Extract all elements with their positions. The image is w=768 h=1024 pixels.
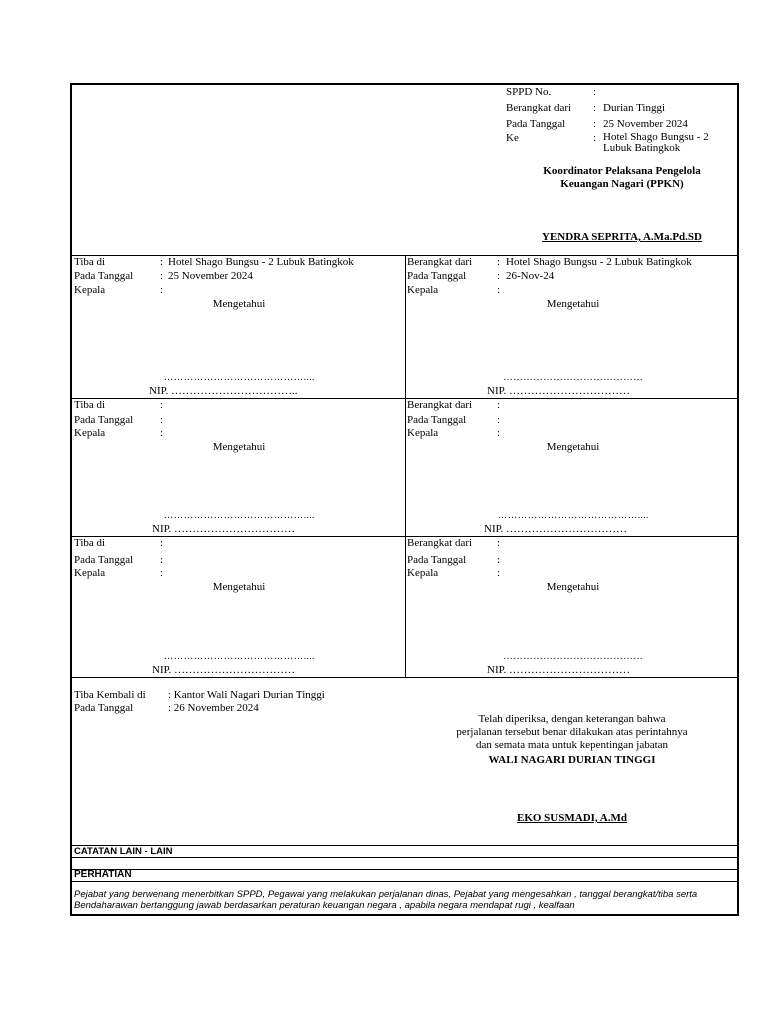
colon: : [160,554,164,566]
ke-label: Ke [506,132,519,144]
left-signature-line: …………………………………….... [163,372,315,383]
divider [72,881,737,882]
left-label-kepala: Kepala [74,567,106,579]
left-mengetahui: Mengetahui [212,298,266,310]
return-label-tanggal: Pada Tanggal [74,702,134,714]
ppkn-title-line2: Keuangan Nagari (PPKN) [560,178,684,190]
left-nip: NIP. …………………………… [152,523,296,535]
left-mengetahui: Mengetahui [212,441,266,453]
left-label-tiba: Tiba di [74,537,106,549]
sppd-colon: : [593,86,597,98]
colon: : [160,567,164,579]
left-label-tanggal: Pada Tanggal [74,554,134,566]
right-label-kepala: Kepala [407,427,439,439]
colon: : [497,284,501,296]
ppkn-title-line1: Koordinator Pelaksana Pengelola [543,165,701,177]
colon: : [497,414,501,426]
left-label-tanggal: Pada Tanggal [74,414,134,426]
colon: : [160,427,164,439]
right-nip: NIP. …………………………… [487,664,631,676]
verification-note-line1: Telah diperiksa, dengan keterangan bahwa [478,713,666,725]
official-title: WALI NAGARI DURIAN TINGGI [488,754,656,766]
right-mengetahui: Mengetahui [546,298,600,310]
colon: : [497,256,501,268]
sppd-form [70,83,739,916]
colon: : [160,256,164,268]
left-nip: NIP. …………………………….. [149,385,298,397]
colon: : [160,399,164,411]
right-label-tanggal: Pada Tanggal [407,554,467,566]
right-mengetahui: Mengetahui [546,581,600,593]
left-label-tiba: Tiba di [74,256,106,268]
berangkat-value: Durian Tinggi [603,102,666,114]
verification-note-line3: dan semata mata untuk kepentingan jabatan [475,739,669,751]
left-signature-line: …………………………………….... [163,510,315,521]
pada-colon: : [593,118,597,130]
right-signature-line: …………………………………… [503,372,643,383]
left-value-tiba: Hotel Shago Bungsu - 2 Lubuk Batingkok [168,256,354,268]
left-label-tiba: Tiba di [74,399,106,411]
return-value-tanggal: : 26 November 2024 [168,702,259,714]
colon: : [497,399,501,411]
ke-value-line1: Hotel Shago Bungsu - 2 [603,131,709,143]
right-signature-line: …………………………………….... [497,510,649,521]
colon: : [160,537,164,549]
catatan-heading: CATATAN LAIN - LAIN [74,846,173,857]
pada-label: Pada Tanggal [506,118,566,130]
ke-colon: : [593,132,597,144]
divider [72,869,737,870]
right-label-berangkat: Berangkat dari [407,256,473,268]
ppkn-signer-name: YENDRA SEPRITA, A.Ma.Pd.SD [542,231,702,243]
right-label-tanggal: Pada Tanggal [407,270,467,282]
right-nip: NIP. …………………………… [487,385,631,397]
right-nip: NIP. …………………………… [484,523,628,535]
left-label-tanggal: Pada Tanggal [74,270,134,282]
left-value-tanggal: 25 November 2024 [168,270,253,282]
column-divider [405,255,406,677]
right-value-berangkat: Hotel Shago Bungsu - 2 Lubuk Batingkok [506,256,692,268]
colon: : [497,270,501,282]
right-label-kepala: Kepala [407,284,439,296]
colon: : [497,427,501,439]
colon: : [497,567,501,579]
colon: : [160,270,164,282]
perhatian-text-line1: Pejabat yang berwenang menerbitkan SPPD, Pegawai yang melakukan perjalanan dinas, Pejabat yang mengesahkan , tanggal berangkat/tiba serta [74,889,698,900]
ke-value-line2: Lubuk Batingkok [603,142,681,154]
right-mengetahui: Mengetahui [546,441,600,453]
right-label-kepala: Kepala [407,567,439,579]
colon: : [160,414,164,426]
divider [72,677,737,678]
colon: : [497,537,501,549]
colon: : [497,554,501,566]
sppd-label: SPPD No. [506,86,552,98]
perhatian-text-line2: Bendaharawan bertanggung jawab berdasarkan peraturan keuangan negara , apabila negara mendapat rugi , kealfaan [74,900,575,911]
official-name: EKO SUSMADI, A.Md [516,812,628,824]
left-label-kepala: Kepala [74,284,106,296]
return-label-tiba: Tiba Kembali di [74,689,146,701]
perhatian-heading: PERHATIAN [74,869,132,880]
berangkat-label: Berangkat dari [506,102,572,114]
left-signature-line: …………………………………….... [163,651,315,662]
left-nip: NIP. …………………………… [152,664,296,676]
right-label-berangkat: Berangkat dari [407,399,473,411]
left-mengetahui: Mengetahui [212,581,266,593]
right-label-berangkat: Berangkat dari [407,537,473,549]
left-label-kepala: Kepala [74,427,106,439]
verification-note-line2: perjalanan tersebut benar dilakukan atas perintahnya [456,726,688,738]
pada-value: 25 November 2024 [603,118,688,130]
colon: : [160,284,164,296]
right-label-tanggal: Pada Tanggal [407,414,467,426]
right-value-tanggal: 26-Nov-24 [506,270,555,282]
berangkat-colon: : [593,102,597,114]
return-value-tiba: : Kantor Wali Nagari Durian Tinggi [168,689,325,701]
right-signature-line: …………………………………… [503,651,643,662]
